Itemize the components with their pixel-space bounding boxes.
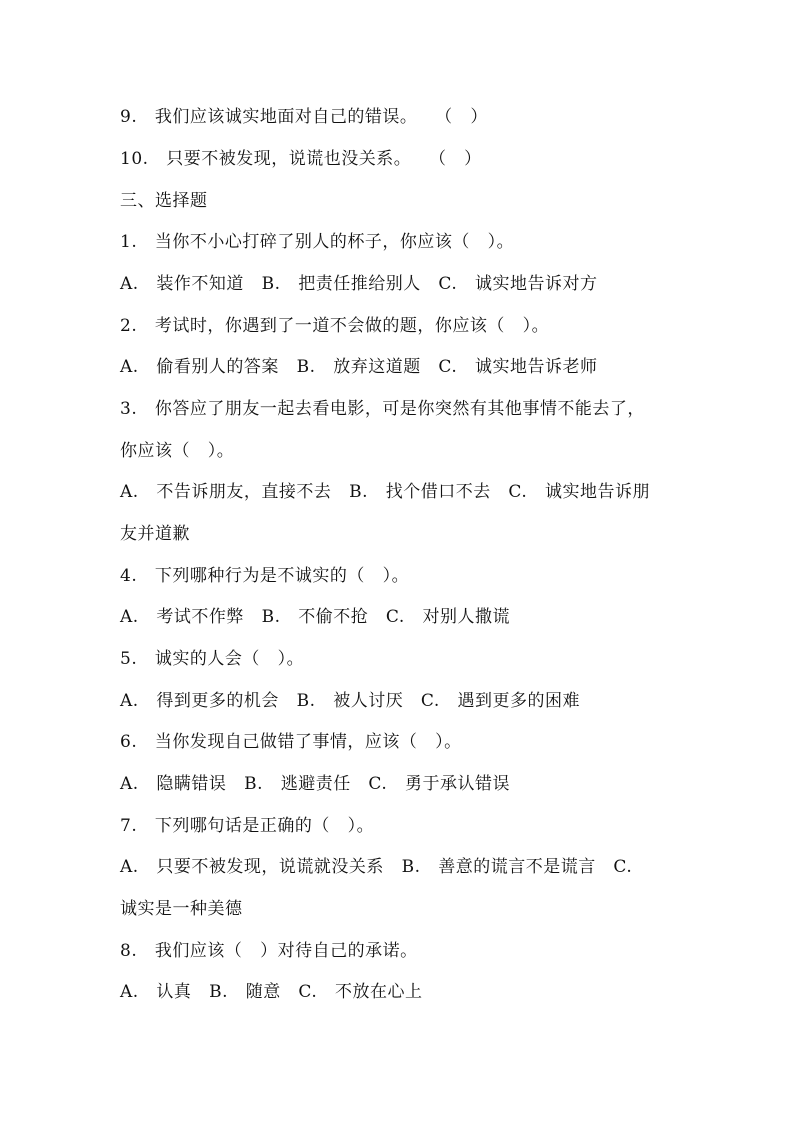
options-6: A. 隐瞒错误 B. 逃避责任 C. 勇于承认错误 (120, 774, 510, 794)
question-3-continued: 你应该（ ）。 (120, 441, 235, 461)
question-3: 3. 你答应了朋友一起去看电影，可是你突然有其他事情不能去了， (120, 399, 645, 419)
question-2: 2. 考试时，你遇到了一道不会做的题，你应该（ ）。 (120, 316, 550, 336)
options-4: A. 考试不作弊 B. 不偷不抢 C. 对别人撒谎 (120, 607, 510, 627)
question-6: 6. 当你发现自己做错了事情，应该（ ）。 (120, 732, 462, 752)
options-8: A. 认真 B. 随意 C. 不放在心上 (120, 982, 423, 1002)
question-8: 8. 我们应该（ ）对待自己的承诺。 (120, 941, 418, 961)
options-3: A. 不告诉朋友，直接不去 B. 找个借口不去 C. 诚实地告诉朋 (120, 482, 650, 502)
question-5: 5. 诚实的人会（ ）。 (120, 649, 305, 669)
question-1: 1. 当你不小心打碎了别人的杯子，你应该（ ）。 (120, 232, 515, 252)
options-5: A. 得到更多的机会 B. 被人讨厌 C. 遇到更多的困难 (120, 691, 580, 711)
question-7: 7. 下列哪句话是正确的（ ）。 (120, 816, 375, 836)
options-1: A. 装作不知道 B. 把责任推给别人 C. 诚实地告诉对方 (120, 274, 598, 294)
judgment-item-10: 10. 只要不被发现，说谎也没关系。 （ ） (120, 149, 482, 169)
options-7-continued: 诚实是一种美德 (120, 899, 243, 919)
options-2: A. 偷看别人的答案 B. 放弃这道题 C. 诚实地告诉老师 (120, 357, 598, 377)
options-3-continued: 友并道歉 (120, 524, 190, 544)
question-4: 4. 下列哪种行为是不诚实的（ ）。 (120, 566, 410, 586)
options-7: A. 只要不被发现，说谎就没关系 B. 善意的谎言不是谎言 C. (120, 857, 633, 877)
section-heading-choice: 三、选择题 (120, 191, 208, 211)
judgment-item-9: 9. 我们应该诚实地面对自己的错误。 （ ） (120, 107, 488, 127)
